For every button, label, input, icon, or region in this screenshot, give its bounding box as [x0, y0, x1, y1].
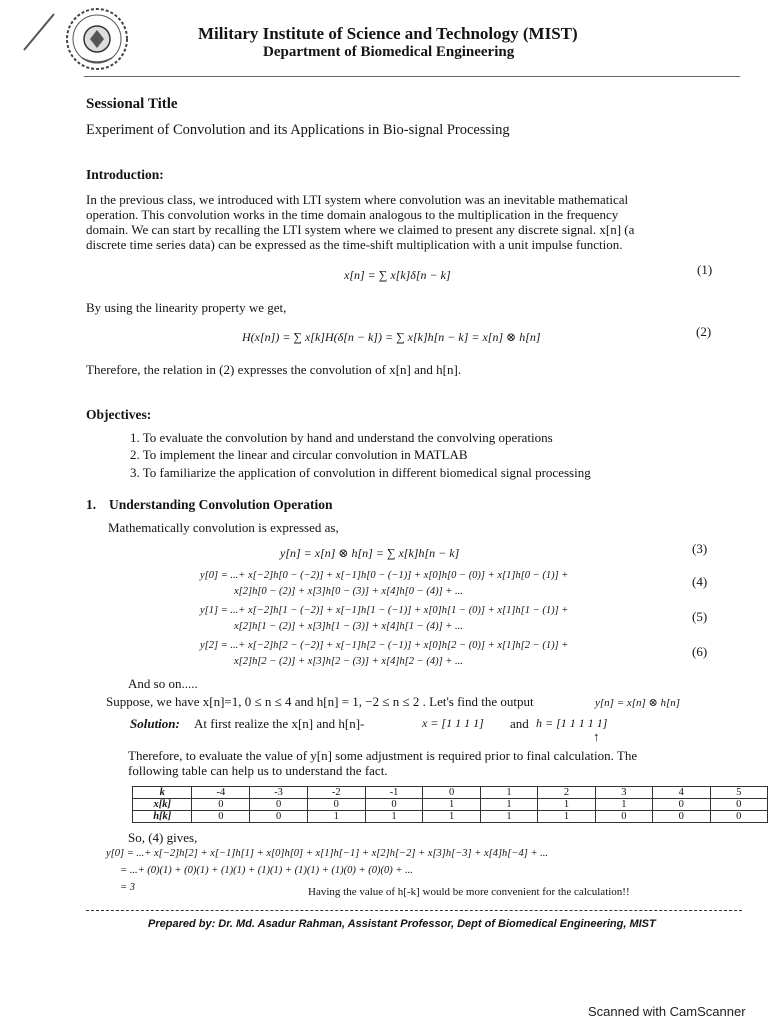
objective-item-3: 3. To familiarize the application of convolution in different biomedical signal processing	[130, 465, 591, 480]
table-row	[133, 799, 768, 811]
equation-1: x[n] = ∑ x[k]δ[n − k]	[344, 268, 451, 282]
therefore-text: Therefore, the relation in (2) expresses the convolution of x[n] and h[n].	[86, 362, 462, 377]
table-cell: 1	[595, 799, 652, 811]
table-cell: -4	[192, 787, 250, 799]
table-cell: -1	[365, 787, 423, 799]
table-cell: 3	[595, 787, 652, 799]
objectives-heading: Objectives:	[86, 407, 152, 422]
table-cell: 1	[307, 811, 365, 823]
table-cell: 0	[192, 811, 250, 823]
suppose-text: Suppose, we have x[n]=1, 0 ≤ n ≤ 4 and h[n] = 1, −2 ≤ n ≤ 2 . Let's find the output	[106, 694, 534, 709]
equation-4-line-2: x[2]h[0 − (2)] + x[3]h[0 − (3)] + x[4]h[0 − (4)] + ...	[234, 586, 463, 597]
calc-line-2: = ...+ (0)(1) + (0)(1) + (1)(1) + (1)(1) + (1)(1) + (1)(0) + (0)(0) + ...	[120, 865, 413, 876]
table-cell: 0	[250, 799, 308, 811]
table-cell: 0	[192, 799, 250, 811]
table-cell: -3	[250, 787, 308, 799]
table-cell: 1	[480, 787, 537, 799]
header-divider	[84, 76, 740, 77]
table-row	[133, 787, 768, 799]
table-cell: 1	[480, 799, 537, 811]
institute-name: Military Institute of Science and Technology (MIST)	[198, 24, 578, 43]
equation-5-number: (5)	[692, 609, 708, 624]
and-word: and	[510, 716, 529, 731]
equation-6-line-2: x[2]h[2 − (2)] + x[3]h[2 − (3)] + x[4]h[2 − (4)] + ...	[234, 656, 463, 667]
table-cell: 0	[307, 799, 365, 811]
sessional-title: Experiment of Convolution and its Applications in Bio-signal Processing	[86, 122, 510, 138]
equation-5-line-1: y[1] = ...+ x[−2]h[1 − (−2)] + x[−1]h[1 − (−1)] + x[0]h[1 − (0)] + x[1]h[1 − (1)] +	[200, 605, 569, 616]
table-cell: 0	[595, 811, 652, 823]
equation-6-line-1: y[2] = ...+ x[−2]h[2 − (−2)] + x[−1]h[2 − (−1)] + x[0]h[2 − (0)] + x[1]h[2 − (1)] +	[200, 640, 569, 651]
table-label-h: h[k]	[133, 811, 192, 823]
table-cell: 1	[538, 799, 595, 811]
equation-1-number: (1)	[697, 262, 713, 277]
intro-line-2: operation. This convolution works in the time domain analogous to the multiplication in the frequency	[86, 207, 619, 222]
solution-text: At first realize the x[n] and h[n]-	[194, 716, 365, 731]
equation-5-line-2: x[2]h[1 − (2)] + x[3]h[1 − (3)] + x[4]h[1 − (4)] + ...	[234, 621, 463, 632]
table-cell: 0	[250, 811, 308, 823]
table-cell: 1	[480, 811, 537, 823]
table-row	[133, 811, 768, 823]
equation-6-number: (6)	[692, 644, 708, 659]
intro-line-1: In the previous class, we introduced with LTI system where convolution was an inevitable mathematical	[86, 192, 629, 207]
intro-line-3: domain. We can start by recalling the LTI system where we claimed to present any discrete signal. x[n] (a	[86, 222, 635, 237]
table-cell: 0	[423, 787, 480, 799]
table-cell: 0	[653, 811, 710, 823]
so-gives: So, (4) gives,	[128, 830, 198, 845]
table-cell: 0	[365, 799, 423, 811]
adjust-line-2: following table can help us to understand the fact.	[128, 763, 388, 778]
table-cell: 5	[710, 787, 767, 799]
calc-note: Having the value of h[-k] would be more convenient for the calculation!!	[308, 886, 630, 898]
suppose-output: y[n] = x[n] ⊗ h[n]	[595, 697, 681, 709]
camscanner-watermark: Scanned with CamScanner	[588, 1004, 746, 1019]
intro-line-4: discrete time series data) can be expressed as the time-shift multiplication with a unit impulse function.	[86, 237, 623, 252]
h-vector: h = [1 1 1 1 1]	[536, 716, 608, 730]
calc-line-3: = 3	[120, 882, 135, 893]
x-vector: x = [1 1 1 1]	[422, 716, 484, 730]
table-cell: 1	[365, 811, 423, 823]
table-header-k: k	[133, 787, 192, 799]
table-cell: 0	[653, 799, 710, 811]
solution-label: Solution:	[130, 716, 180, 731]
calc-line-1: y[0] = ...+ x[−2]h[2] + x[−1]h[1] + x[0]h[0] + x[1]h[−1] + x[2]h[−2] + x[3]h[−3] + x[4]h[−4] + ...	[106, 848, 549, 859]
section-heading: Understanding Convolution Operation	[109, 497, 333, 512]
section-number: 1.	[86, 497, 97, 512]
sessional-heading: Sessional Title	[86, 96, 178, 112]
table-cell: 1	[423, 811, 480, 823]
table-cell: 1	[423, 799, 480, 811]
equation-2-number: (2)	[696, 324, 712, 339]
table-cell: -2	[307, 787, 365, 799]
table-cell: 2	[538, 787, 595, 799]
table-label-x: x[k]	[133, 799, 192, 811]
objective-item-2: 2. To implement the linear and circular convolution in MATLAB	[130, 447, 468, 462]
equation-3: y[n] = x[n] ⊗ h[n] = ∑ x[k]h[n − k]	[280, 546, 460, 560]
equation-2: H(x[n]) = ∑ x[k]H(δ[n − k]) = ∑ x[k]h[n − k] = x[n] ⊗ h[n]	[242, 330, 541, 344]
equation-3-number: (3)	[692, 541, 708, 556]
equation-4-number: (4)	[692, 574, 708, 589]
mist-logo-icon	[64, 6, 130, 72]
linearity-text: By using the linearity property we get,	[86, 300, 287, 315]
table-cell: 4	[653, 787, 710, 799]
prepared-by: Prepared by: Dr. Md. Asadur Rahman, Assistant Professor, Dept of Biomedical Engineering, MIST	[148, 918, 656, 930]
adjust-line-1: Therefore, to evaluate the value of y[n] some adjustment is required prior to final calculation. The	[128, 748, 638, 763]
equation-4-line-1: y[0] = ...+ x[−2]h[0 − (−2)] + x[−1]h[0 − (−1)] + x[0]h[0 − (0)] + x[1]h[0 − (1)] +	[200, 570, 569, 581]
origin-arrow-icon: ↑	[593, 729, 600, 744]
pen-mark-icon	[20, 10, 60, 54]
introduction-heading: Introduction:	[86, 167, 164, 182]
table-cell: 0	[710, 811, 767, 823]
objective-item-1: 1. To evaluate the convolution by hand and understand the convolving operations	[130, 430, 553, 445]
department-name: Department of Biomedical Engineering	[263, 44, 515, 60]
and-so-on: And so on.....	[128, 676, 198, 691]
table-cell: 1	[538, 811, 595, 823]
footer-divider	[86, 910, 742, 911]
section-intro: Mathematically convolution is expressed as,	[108, 520, 339, 535]
table-cell: 0	[710, 799, 767, 811]
convolution-table	[132, 786, 768, 823]
